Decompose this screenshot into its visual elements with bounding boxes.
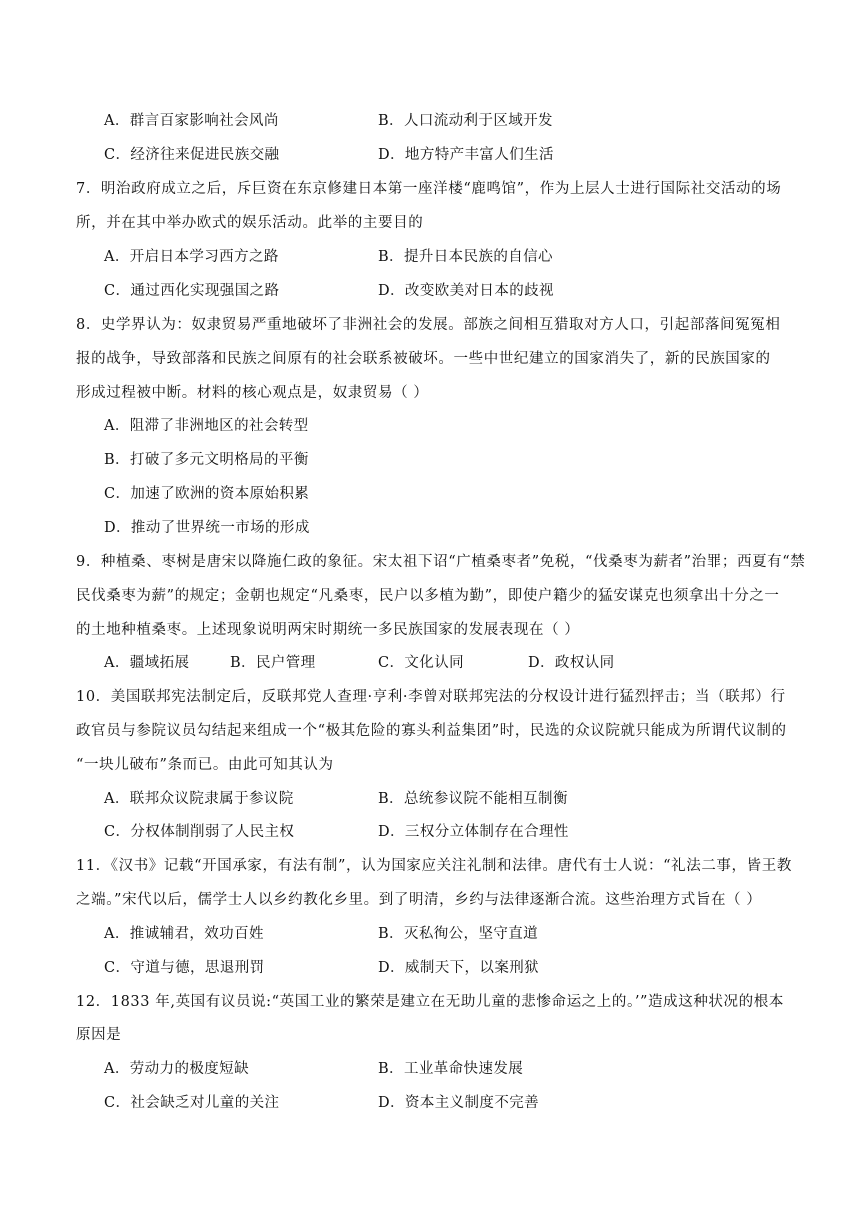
q8-option-c: C．加速了欧洲的资本原始积累 [104,486,310,502]
q12-option-d: D．资本主义制度不完善 [378,1095,540,1111]
q10-option-d: D．三权分立体制存在合理性 [378,824,569,840]
q6-option-d: D．地方特产丰富人们生活 [378,147,554,163]
q12-stem-line-1: 12．1833 年,英国有议员说:“英国工业的繁荣是建立在无助儿童的悲惨命运之上的。’”造成这种状况的根本 [76,994,784,1010]
q12-option-b: B．工业革命快速发展 [378,1061,524,1077]
q8-stem-line-2: 报的战争，导致部落和民族之间原有的社会联系被破坏。一些中世纪建立的国家消失了，新的民族国家的 [76,351,771,367]
q9-stem-line-1: 9．种植桑、枣树是唐宋以降施仁政的象征。宋太祖下诏“广植桑枣者”免税，“伐桑枣为薪者”治罪；西夏有“禁 [76,554,806,570]
q7-stem-line-1: 7．明治政府成立之后，斥巨资在东京修建日本第一座洋楼“鹿鸣馆”，作为上层人士进行国际社交活动的场 [76,181,782,197]
q8-stem-line-3: 形成过程被中断。材料的核心观点是，奴隶贸易（ ） [76,385,429,401]
q9-option-b: B．民户管理 [230,655,316,671]
q10-option-a: A．联邦众议院隶属于参议院 [104,791,294,807]
q9-option-d: D．政权认同 [528,655,615,671]
q6-option-c: C．经济往来促进民族交融 [104,147,280,163]
q9-stem-line-2: 民伐桑枣为薪”的规定；金朝也规定“凡桑枣，民户以多植为勤”，即使户籍少的猛安谋克也须拿出十分之一 [76,588,780,604]
q6-option-a: A．群言百家影响社会风尚 [104,113,279,129]
q11-option-d: D．威制天下，以案刑狱 [378,960,540,976]
q9-option-c: C．文化认同 [378,655,464,671]
q10-option-b: B．总统参议院不能相互制衡 [378,791,568,807]
q6-option-b: B．人口流动利于区域开发 [378,113,553,129]
q11-option-b: B．灭私徇公，坚守直道 [378,926,539,942]
q10-stem-line-3: “一块儿破布”条而已。由此可知其认为 [76,757,334,773]
q8-stem-line-1: 8．史学界认为：奴隶贸易严重地破坏了非洲社会的发展。部族之间相互猎取对方人口，引起部落间冤冤相 [76,317,781,333]
q7-option-d: D．改变欧美对日本的歧视 [378,283,554,299]
q9-stem-line-3: 的土地种植桑枣。上述现象说明两宋时期统一多民族国家的发展表现在（ ） [76,622,580,638]
q11-option-a: A．推诚辅君，效功百姓 [104,926,264,942]
q10-stem-line-2: 政官员与参院议员勾结起来组成一个“极其危险的寡头利益集团”时，民选的众议院就只能成为所谓代议制的 [76,723,787,739]
q9-option-a: A．疆域拓展 [104,655,190,671]
q11-stem-line-2: 之端。”宋代以后，儒学士人以乡约教化乡里。到了明清，乡约与法律逐渐合流。这些治理方式旨在（ ） [76,892,762,908]
q12-option-a: A．劳动力的极度短缺 [104,1061,249,1077]
q8-option-a: A．阻滞了非洲地区的社会转型 [104,418,309,434]
q10-stem-line-1: 10．美国联邦宪法制定后，反联邦党人查理·亨利·李曾对联邦宪法的分权设计进行猛烈抨击；当（联邦）行 [76,689,786,705]
q12-option-c: C．社会缺乏对儿童的关注 [104,1095,280,1111]
q7-option-b: B．提升日本民族的自信心 [378,249,553,265]
q11-option-c: C．守道与德，思退刑罚 [104,960,265,976]
q7-option-c: C．通过西化实现强国之路 [104,283,280,299]
q8-option-d: D．推动了世界统一市场的形成 [104,520,310,536]
q11-stem-line-1: 11．《汉书》记载“开国承家，有法有制”，认为国家应关注礼制和法律。唐代有士人说：“礼法二事，皆王教 [76,858,792,874]
q7-option-a: A．开启日本学习西方之路 [104,249,279,265]
q10-option-c: C．分权体制削弱了人民主权 [104,824,295,840]
q7-stem-line-2: 所，并在其中举办欧式的娱乐活动。此举的主要目的 [76,215,424,231]
q8-option-b: B．打破了多元文明格局的平衡 [104,452,309,468]
q12-stem-line-2: 原因是 [76,1027,122,1043]
